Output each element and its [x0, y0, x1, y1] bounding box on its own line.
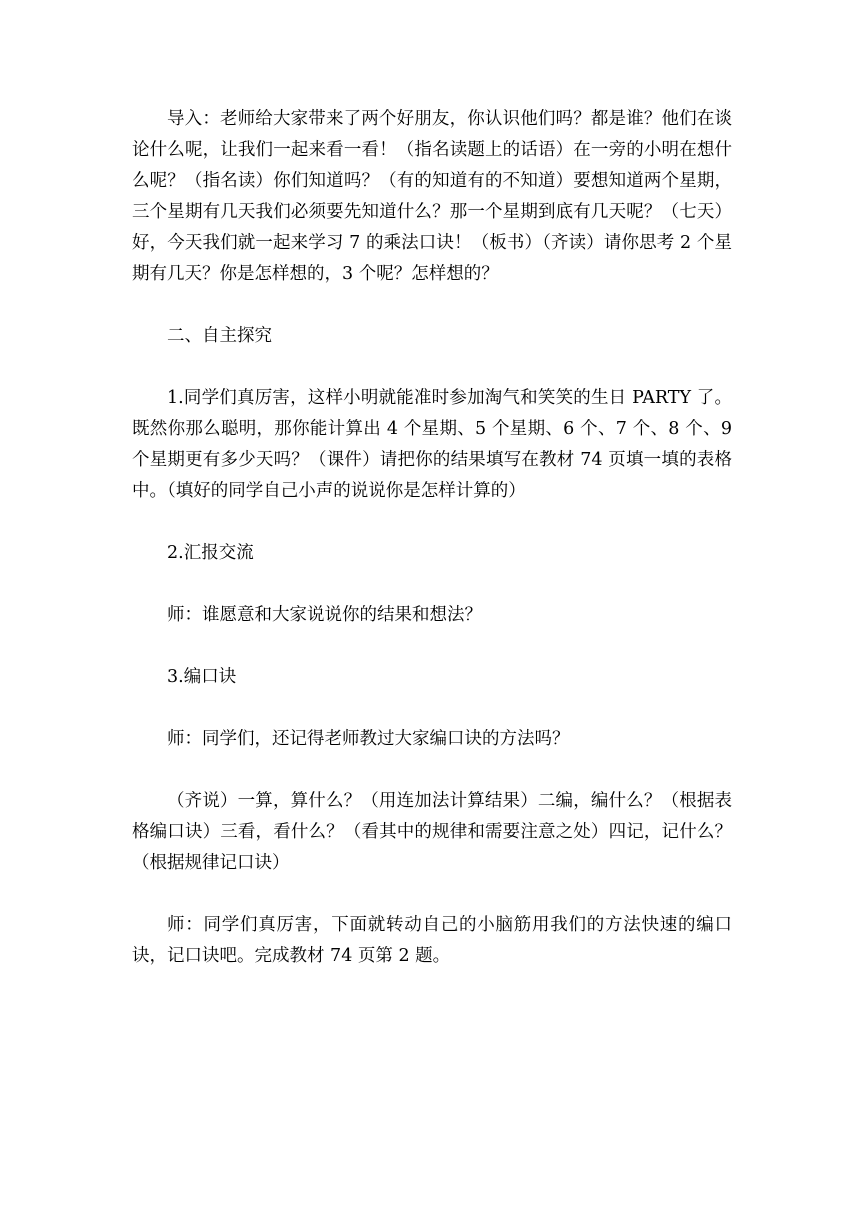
teacher-recall-paragraph: 师：同学们，还记得老师教过大家编口诀的方法吗？: [167, 729, 570, 749]
step-2-heading: 2.汇报交流: [167, 543, 254, 563]
teacher-task-paragraph: 师：同学们真厉害，下面就转动自己的小脑筋用我们的方法快速的编口诀，记口诀吧。完成教材 74 页第 2 题。: [132, 915, 732, 966]
teacher-question-paragraph: 师：谁愿意和大家说说你的结果和想法？: [167, 605, 482, 625]
intro-paragraph: 导入：老师给大家带来了两个好朋友，你认识他们吗？都是谁？他们在谈论什么呢，让我们一起来看一看！（指名读题上的话语）在一旁的小明在想什么呢？（指名读）你们知道吗？（有的知道有的不知道）要想知道两个星期，三个星期有几天我们必须要先知道什么？那一个星期到底有几天呢？（七天）好，今天我们就一起来学习 7 的乘法口诀！（板书）（齐读）请你思考 2 个星期有几天？你是怎样想的，3 个呢？怎样想的？: [132, 109, 732, 284]
method-steps-paragraph: （齐说）一算，算什么？（用连加法计算结果）二编，编什么？（根据表格编口诀）三看，看什么？（看其中的规律和需要注意之处）四记，记什么？（根据规律记口诀）: [132, 791, 732, 873]
step-1-paragraph: 1.同学们真厉害，这样小明就能准时参加淘气和笑笑的生日 PARTY 了。既然你那么聪明，那你能计算出 4 个星期、5 个星期、6 个、7 个、8 个、9 个星期更有多少天吗？（课件）请把你的结果填写在教材 74 页填一填的表格中。（填好的同学自己小声的说说你是怎样计算的）: [132, 388, 732, 501]
document-body: [132, 104, 732, 972]
section-heading-self-exploration: 二、自主探究: [167, 326, 272, 346]
step-3-heading: 3.编口诀: [167, 667, 237, 687]
